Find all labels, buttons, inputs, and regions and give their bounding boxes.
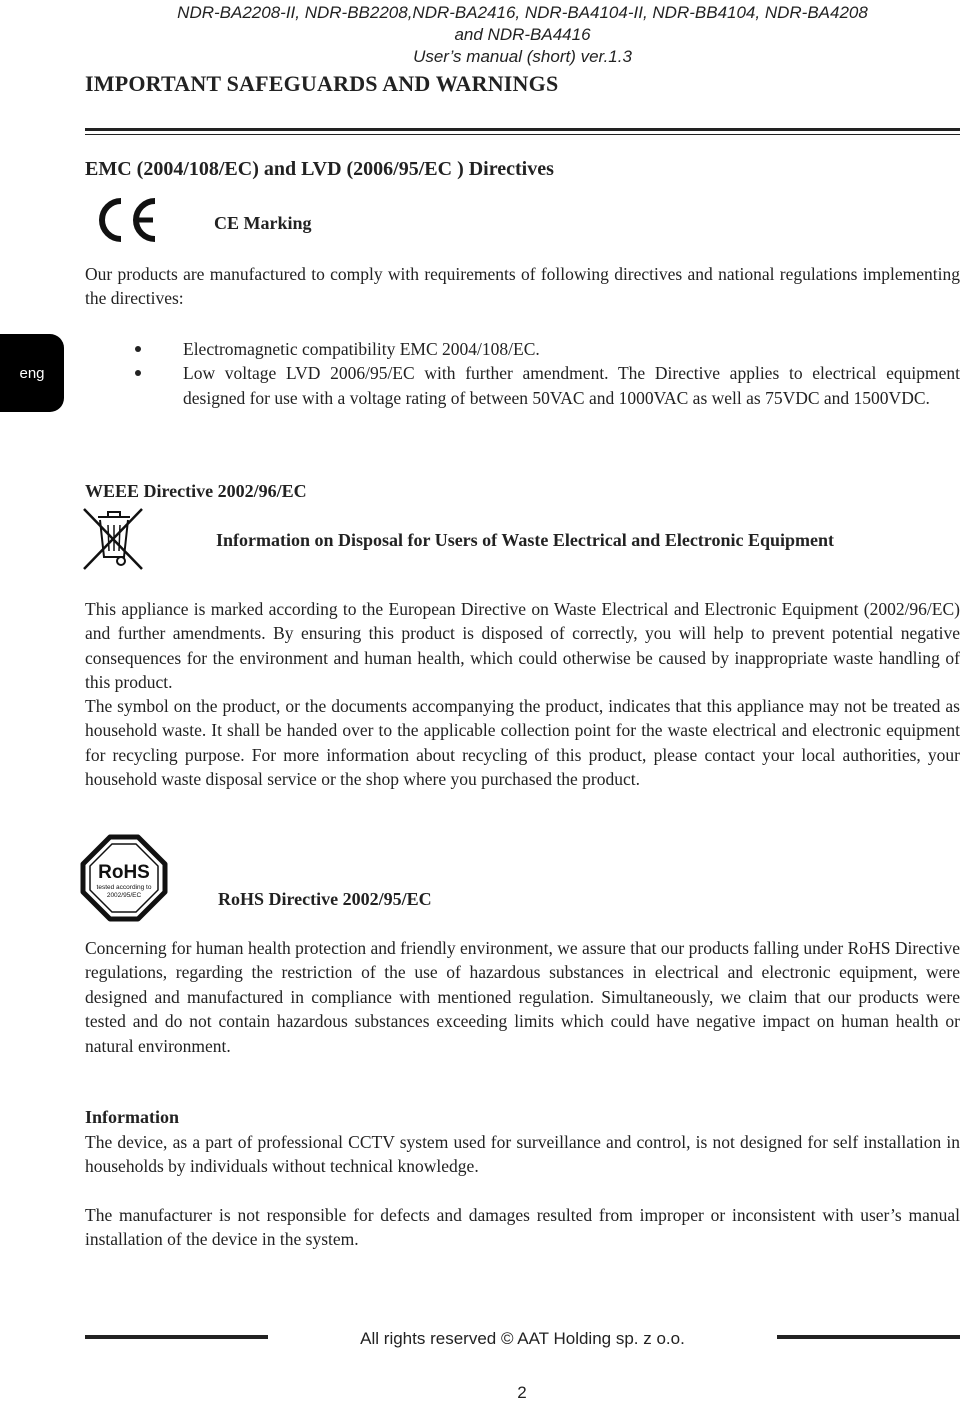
rohs-badge-icon xyxy=(80,834,168,922)
rohs-logo-title: RoHS xyxy=(98,862,150,883)
bullet-icon xyxy=(135,370,141,376)
footer-copyright: All rights reserved © AAT Holding sp. z o.o. xyxy=(360,1329,685,1348)
bullet-icon xyxy=(135,346,141,352)
weee-subheading: Information on Disposal for Users of Waste Electrical and Electronic Equipment xyxy=(216,530,834,550)
ce-mark-icon xyxy=(91,195,161,245)
crossed-bin-icon xyxy=(80,503,146,573)
rohs-heading: RoHS Directive 2002/95/EC xyxy=(218,889,432,909)
ce-logo xyxy=(91,195,161,245)
rohs-logo xyxy=(80,834,168,922)
document-header xyxy=(85,2,960,68)
information-paragraph-1: The device, as a part of professional CCTV system used for surveillance and control, is not designed for self installation in households by individuals without technical knowledge. xyxy=(85,1132,960,1177)
information-paragraph-2: The manufacturer is not responsible for defects and damages resulted from improper or inconsistent with user’s manual installation of the device in the system. xyxy=(85,1205,960,1250)
weee-paragraph-1: This appliance is marked according to the European Directive on Waste Electrical and Electronic Equipment (2002/96/EC) and further amendments. By ensuring this product is disposed of correctly, you will help to prevent potential negative consequences for the environment and human health, which could otherwise be caused by inappropriate waste handling of this product. xyxy=(85,599,960,693)
language-tab: eng xyxy=(0,334,64,412)
bullet-text: Electromagnetic compatibility EMC 2004/108/EC. xyxy=(183,339,540,359)
emc-intro-paragraph: Our products are manufactured to comply with requirements of following directives and national regulations implementing the directives: xyxy=(85,264,960,309)
bullet-text: Low voltage LVD 2006/95/EC with further amendment. The Directive applies to electrical equipment designed for use with a voltage rating of between 50VAC and 1000VAC as well as 75VDC and 1500VDC. xyxy=(183,363,960,408)
footer-rule-left xyxy=(85,1335,268,1339)
page-number: 2 xyxy=(517,1383,527,1402)
ce-marking-label: CE Marking xyxy=(214,213,312,233)
rohs-logo-line-1: tested according to xyxy=(96,884,152,891)
list-item xyxy=(135,361,960,410)
model-list-line-2: and NDR-BA4416 xyxy=(454,25,591,44)
emc-directive-list xyxy=(135,337,960,410)
weee-paragraph-2: The symbol on the product, or the documents accompanying the product, indicates that this appliance may not be treated as household waste. It shall be handed over to the applicable collection point for the waste electrical and electronic equipment for recycling purpose. For more information about recycling of this product, please contact your local authorities, your household waste disposal service or the shop where you purchased the product. xyxy=(85,696,960,790)
title-rule-thick xyxy=(85,128,960,131)
emc-heading: EMC (2004/108/EC) and LVD (2006/95/EC ) Directives xyxy=(85,158,554,180)
information-heading: Information xyxy=(85,1107,179,1127)
page-title: IMPORTANT SAFEGUARDS AND WARNINGS xyxy=(85,71,559,96)
rohs-paragraph: Concerning for human health protection and friendly environment, we assure that our products falling under RoHS Directive regulations, regarding the restriction of the use of hazardous substances in electrical and electronic equipment, were designed and manufactured in compliance with mentioned regulation. Simultaneously, we claim that our products were tested and do not contain hazardous substances exceeding limits which could have negative impact on human health or natural environment. xyxy=(85,938,960,1056)
weee-heading: WEEE Directive 2002/96/EC xyxy=(85,481,307,501)
list-item xyxy=(135,337,960,361)
weee-bin-logo xyxy=(80,503,146,573)
rohs-logo-line-2: 2002/95/EC xyxy=(106,892,142,899)
manual-version: User’s manual (short) ver.1.3 xyxy=(413,47,632,66)
title-rule-thin xyxy=(85,134,960,135)
footer-rule-right xyxy=(777,1335,960,1339)
model-list-line-1: NDR-BA2208-II, NDR-BB2208,NDR-BA2416, NDR-BA4104-II, NDR-BB4104, NDR-BA4208 xyxy=(177,3,868,22)
